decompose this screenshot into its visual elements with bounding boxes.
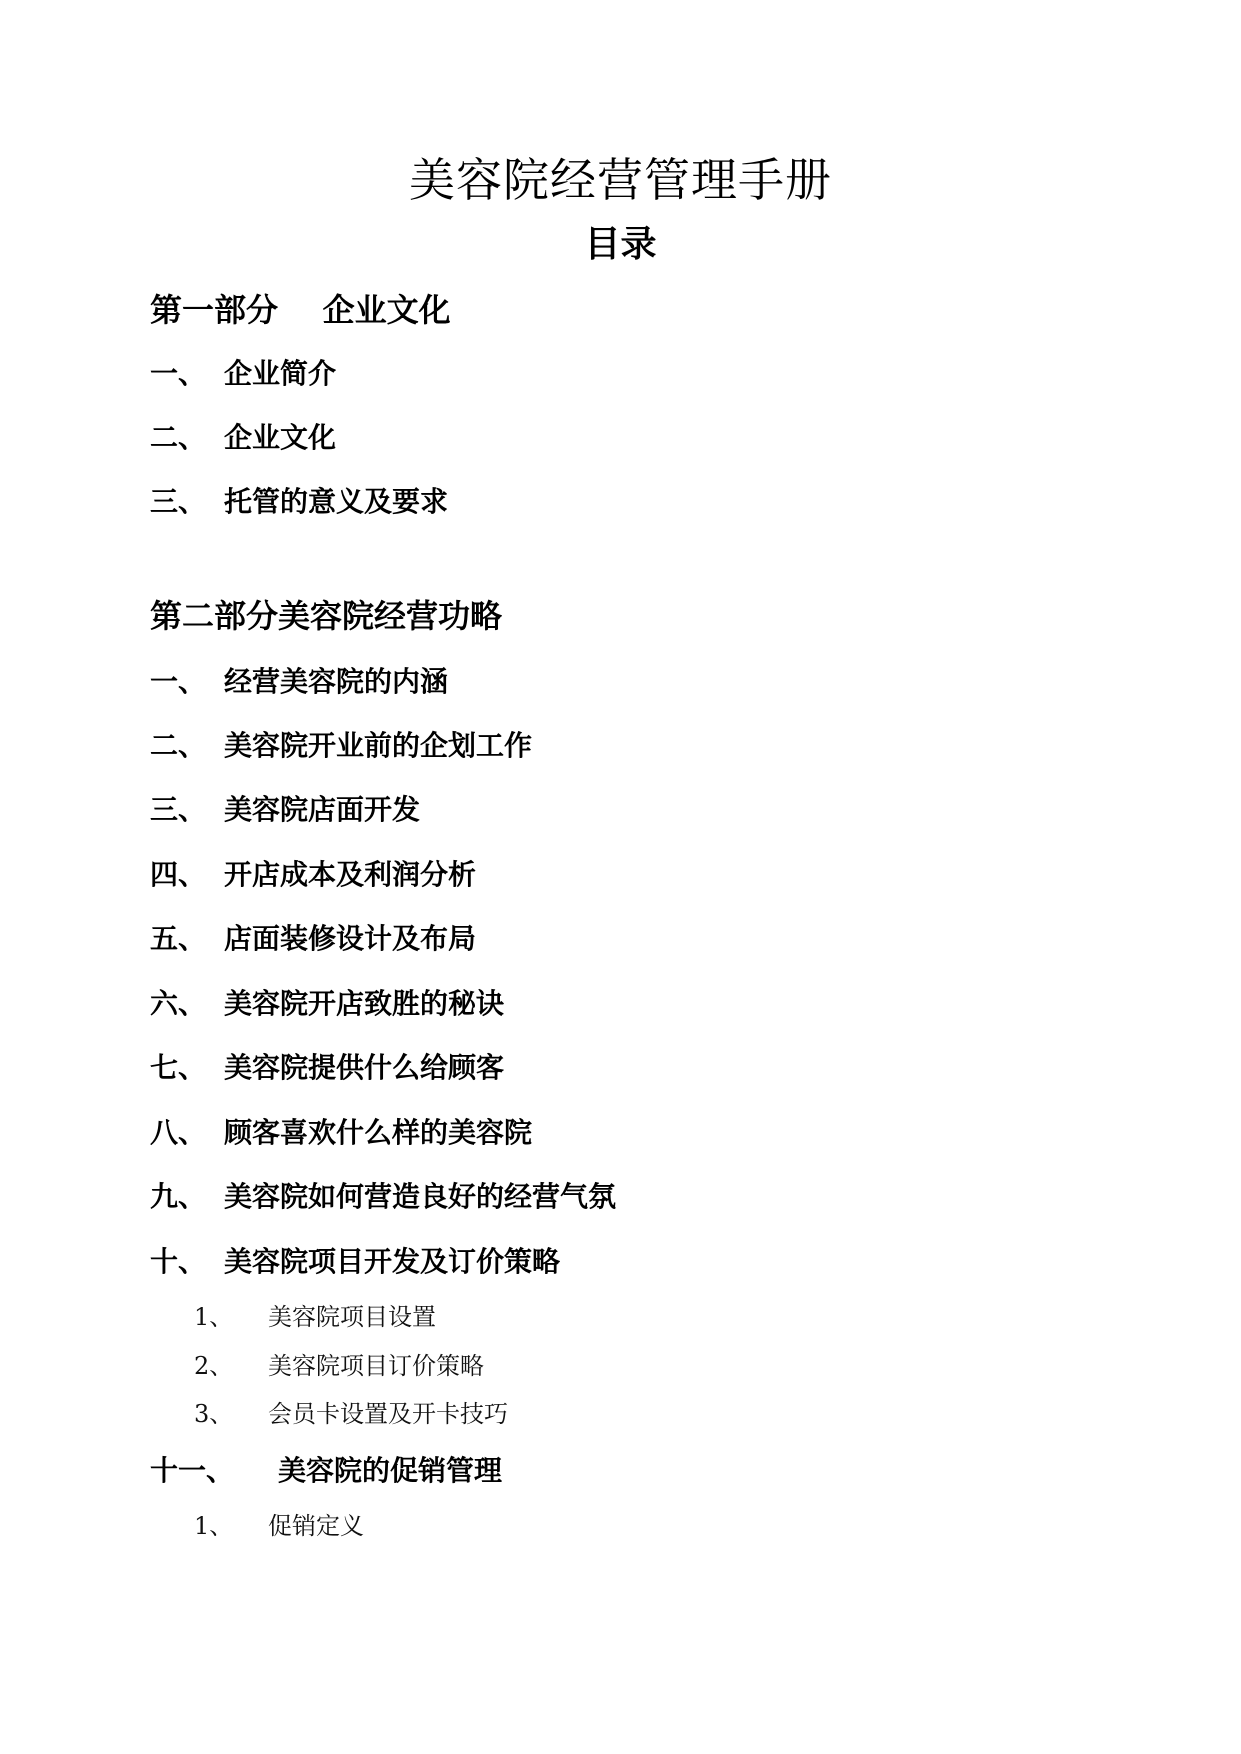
toc-entry-number: 十、 — [150, 1245, 207, 1278]
toc-subentry-number: 3、 — [194, 1400, 234, 1428]
toc-entry-number: 三、 — [150, 485, 207, 518]
part2-heading: 第二部分美容院经营功略 — [150, 597, 503, 635]
toc-entry — [150, 1115, 532, 1151]
toc-entry-number: 八、 — [150, 1116, 207, 1149]
toc-subentry-number: 2、 — [194, 1352, 234, 1380]
toc-entry-text: 顾客喜欢什么样的美容院 — [224, 1116, 533, 1149]
toc-entry-number: 三、 — [150, 793, 207, 826]
toc-entry — [150, 1453, 502, 1489]
toc-subentry-text: 会员卡设置及开卡技巧 — [268, 1400, 508, 1428]
part1-heading: 第一部分 企业文化 — [150, 291, 451, 329]
toc-entry-text: 店面装修设计及布局 — [224, 922, 477, 955]
toc-entry-text: 美容院店面开发 — [224, 793, 421, 826]
toc-entry — [150, 356, 336, 392]
toc-entry — [150, 1050, 504, 1086]
toc-subentry — [194, 1510, 364, 1542]
toc-entry-number: 九、 — [150, 1180, 207, 1213]
toc-entry-number: 二、 — [150, 729, 207, 762]
toc-entry-text: 企业文化 — [224, 421, 337, 454]
toc-entry-number: 一、 — [150, 665, 207, 698]
toc-entry-number: 一、 — [150, 357, 207, 390]
toc-entry — [150, 728, 532, 764]
toc-entry — [150, 664, 448, 700]
toc-entry-text: 美容院如何营造良好的经营气氛 — [224, 1180, 617, 1213]
toc-entry-number: 四、 — [150, 858, 207, 891]
toc-entry — [150, 420, 336, 456]
toc-entry-text: 托管的意义及要求 — [224, 485, 449, 518]
toc-entry — [150, 986, 504, 1022]
toc-entry-text: 美容院的促销管理 — [278, 1454, 503, 1487]
toc-entry — [150, 1179, 616, 1215]
toc-heading: 目录 — [584, 223, 657, 265]
toc-entry-number: 七、 — [150, 1051, 207, 1084]
toc-entry-text: 经营美容院的内涵 — [224, 665, 449, 698]
toc-entry — [150, 857, 476, 893]
toc-entry — [150, 1244, 560, 1280]
toc-entry-text: 美容院项目开发及订价策略 — [224, 1245, 561, 1278]
toc-entry-number: 六、 — [150, 987, 207, 1020]
toc-subentry — [194, 1350, 484, 1382]
toc-entry-text: 美容院提供什么给顾客 — [224, 1051, 505, 1084]
toc-subentry — [194, 1301, 436, 1333]
toc-entry-text: 美容院开店致胜的秘诀 — [224, 987, 505, 1020]
toc-subentry — [194, 1398, 508, 1430]
toc-entry-number: 五、 — [150, 922, 207, 955]
toc-subentry-number: 1、 — [194, 1303, 234, 1331]
toc-entry — [150, 921, 476, 957]
toc-subentry-text: 美容院项目订价策略 — [268, 1352, 484, 1380]
toc-entry-text: 开店成本及利润分析 — [224, 858, 477, 891]
toc-entry-number: 二、 — [150, 421, 207, 454]
toc-subentry-text: 美容院项目设置 — [268, 1303, 436, 1331]
toc-subentry-number: 1、 — [194, 1512, 234, 1540]
toc-subentry-text: 促销定义 — [268, 1512, 364, 1540]
document-title: 美容院经营管理手册 — [409, 153, 832, 207]
toc-entry — [150, 792, 420, 828]
toc-entry — [150, 484, 448, 520]
toc-entry-text: 美容院开业前的企划工作 — [224, 729, 533, 762]
toc-entry-number: 十一、 — [150, 1454, 235, 1487]
toc-entry-text: 企业简介 — [224, 357, 337, 390]
